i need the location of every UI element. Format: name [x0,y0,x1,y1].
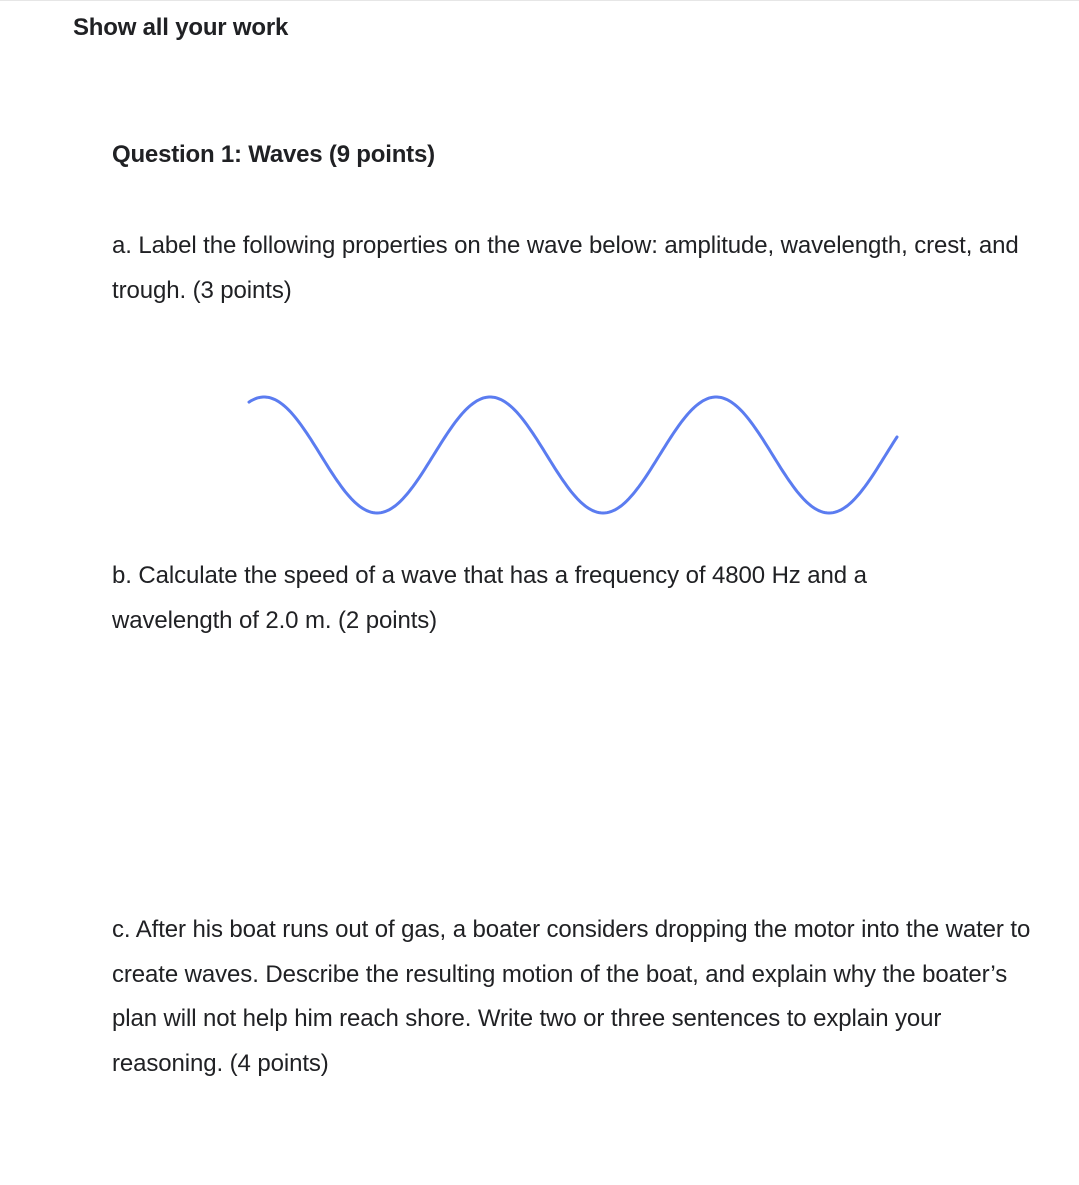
question-part-b: b. Calculate the speed of a wave that has a frequency of 4800 Hz and a wavelength of 2.0 m. (2 points) [112,562,867,634]
question-part-c: c. After his boat runs out of gas, a boater considers dropping the motor into the water to create waves. Describe the resulting motion of the boat, and explain why the boater’s plan will not help him reach shore. Write two or three sentences to explain your reasoning. (4 points) [112,916,1031,1077]
question-part-a: a. Label the following properties on the wave below: amplitude, wavelength, crest, and trough. (3 points) [112,232,1019,304]
question-title: Question 1: Waves (9 points) [112,141,435,168]
wave-diagram [246,392,900,518]
wave-curve [249,397,897,513]
page-header: Show all your work [73,14,289,41]
top-divider [0,0,1079,1]
